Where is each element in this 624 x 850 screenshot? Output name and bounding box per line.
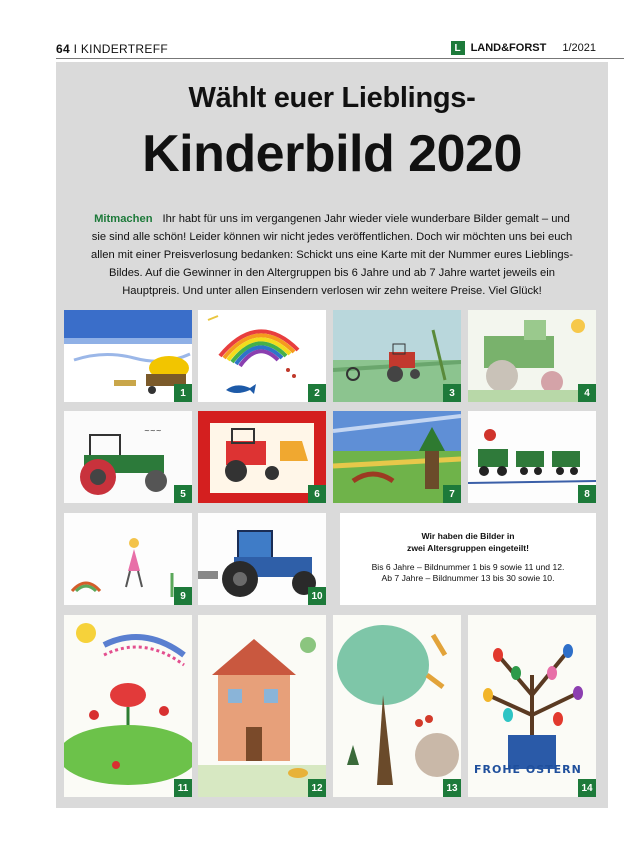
drawing-number: 8 — [578, 485, 596, 503]
drawing-number: 13 — [443, 779, 461, 797]
drawing-2-art — [198, 310, 326, 402]
drawing-3[interactable] — [333, 310, 461, 402]
drawing-11-art — [64, 615, 192, 797]
title-line-2: Kinderbild 2020 — [142, 125, 522, 183]
drawing-number: 3 — [443, 384, 461, 402]
brand-logo-icon: L — [451, 41, 465, 55]
info-body — [340, 562, 596, 584]
drawing-number: 14 — [578, 779, 596, 797]
drawing-13[interactable] — [333, 615, 461, 797]
drawing-9-art — [64, 513, 192, 605]
drawing-4[interactable] — [468, 310, 596, 402]
drawing-1[interactable] — [64, 310, 192, 402]
drawing-6-art — [198, 411, 326, 503]
age-groups-info — [340, 513, 596, 605]
drawing-5-art — [64, 411, 192, 503]
svg-text:~~~: ~~~ — [144, 427, 162, 435]
issue-number: 1/2021 — [562, 42, 596, 54]
drawing-8[interactable] — [468, 411, 596, 503]
page-header — [56, 40, 596, 60]
drawing-10-art — [198, 513, 326, 605]
info-line-2: Ab 7 Jahre – Bildnummer 13 bis 30 sowie 10. — [381, 573, 555, 583]
drawing-10[interactable] — [198, 513, 326, 605]
page-number: 64 — [56, 42, 70, 56]
title-line-1: Wählt euer Lieblings- — [188, 82, 476, 114]
drawing-4-art — [468, 310, 596, 402]
drawing-number: 1 — [174, 384, 192, 402]
drawing-number: 9 — [174, 587, 192, 605]
drawing-12-art — [198, 615, 326, 797]
drawing-6[interactable] — [198, 411, 326, 503]
info-heading — [340, 530, 596, 554]
drawing-13-art — [333, 615, 461, 797]
info-line-1: Bis 6 Jahre – Bildnummer 1 bis 9 sowie 11 und 12. — [371, 562, 565, 572]
intro-lead: Mitmachen — [94, 213, 153, 225]
drawing-9[interactable] — [64, 513, 192, 605]
drawing-7-art — [333, 411, 461, 503]
drawing-3-art — [333, 310, 461, 402]
intro-paragraph — [86, 210, 578, 300]
drawing-12[interactable] — [198, 615, 326, 797]
intro-text: Ihr habt für uns im vergangenen Jahr wieder viele wunderbare Bilder gemalt – und sie sind alle schön! Leider können wir nicht jedes veröffentlichen. Doch wir möchten uns bei euch allen mit einer Preisverlosung bedanken: Schickt uns eine Karte mit der Nummer eures Lieblings-Bildes. Auf die Gewinner in den Altergruppen bis 6 Jahre und ab 7 Jahre wartet jeweils ein Hauptpreis. Und unter allen Einsendern verlosen wir zehn weitere Preise. Viel Glück! — [91, 213, 573, 297]
drawing-number: 5 — [174, 485, 192, 503]
brand-name: LAND&FORST — [470, 42, 547, 54]
drawing-2[interactable] — [198, 310, 326, 402]
section-label — [56, 42, 168, 56]
header-separator: I — [73, 42, 78, 56]
info-heading-line-2: zwei Altersgruppen eingeteilt! — [407, 543, 529, 553]
magazine-brand — [451, 41, 596, 55]
section-name: KINDERTREFF — [80, 42, 168, 56]
info-heading-line-1: Wir haben die Bilder in — [421, 531, 515, 541]
drawing-5[interactable] — [64, 411, 192, 503]
drawing-number: 2 — [308, 384, 326, 402]
drawing-number: 4 — [578, 384, 596, 402]
drawing-11[interactable] — [64, 615, 192, 797]
drawing-14[interactable] — [468, 615, 596, 797]
drawing-number: 7 — [443, 485, 461, 503]
drawing-number: 6 — [308, 485, 326, 503]
drawing-8-art — [468, 411, 596, 503]
drawing-14-caption: FROHE OSTERN — [474, 763, 582, 776]
drawing-number: 11 — [174, 779, 192, 797]
drawing-7[interactable] — [333, 411, 461, 503]
drawing-1-art — [64, 310, 192, 402]
drawing-number: 10 — [308, 587, 326, 605]
header-rule — [56, 58, 624, 59]
drawing-number: 12 — [308, 779, 326, 797]
